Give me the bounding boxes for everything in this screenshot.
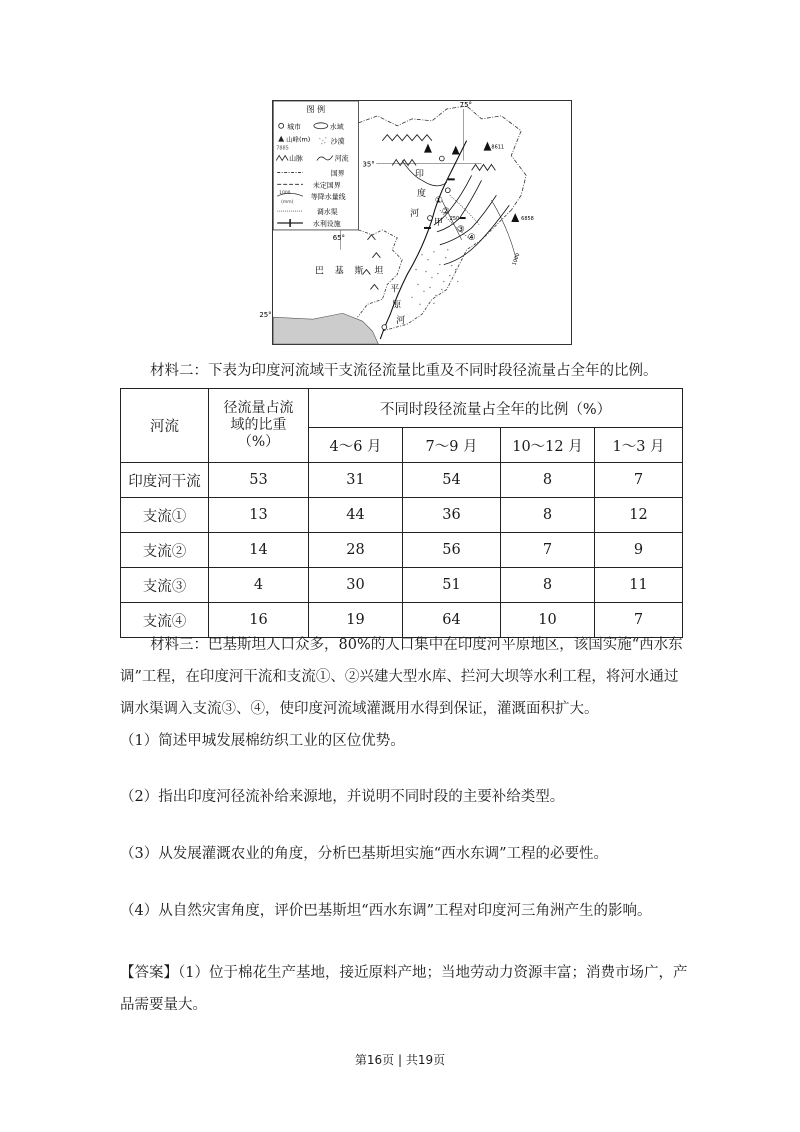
region-char: 度 <box>417 189 426 200</box>
row-cell: 64 <box>403 603 501 638</box>
period-header: 10～12 月 <box>501 428 595 463</box>
map-figure <box>259 100 572 345</box>
legend-peak: 山峰(m) <box>286 135 311 144</box>
row-cell: 28 <box>309 533 403 568</box>
row-ratio: 13 <box>209 498 309 533</box>
row-cell: 7 <box>501 533 595 568</box>
row-cell: 11 <box>595 568 683 603</box>
legend-isohyet-sample: 1000 <box>279 191 291 197</box>
period-header: 4～6 月 <box>309 428 403 463</box>
legend-peak-height: 7885 <box>276 145 289 152</box>
region-char: 基 <box>334 266 344 277</box>
tributary-marker: ③ <box>456 224 465 235</box>
table-row <box>121 498 683 533</box>
table-row <box>121 568 683 603</box>
period-header: 1～3 月 <box>595 428 683 463</box>
legend-border: 国界 <box>330 169 345 178</box>
row-ratio: 4 <box>209 568 309 603</box>
region-char: 河 <box>410 209 420 220</box>
row-name: 支流① <box>121 498 209 533</box>
row-cell: 36 <box>403 498 501 533</box>
legend-desert: 沙漠 <box>330 137 345 146</box>
header-period: 不同时段径流量占全年的比例（%） <box>309 389 683 428</box>
legend-title: 图 例 <box>306 104 326 114</box>
answer-block <box>120 957 690 1021</box>
region-char: 甲 <box>433 217 443 228</box>
row-cell: 31 <box>309 463 403 498</box>
legend-canal: 调水渠 <box>316 208 338 217</box>
row-cell: 7 <box>595 463 683 498</box>
desert-area <box>411 249 462 305</box>
legend-isohyet-unit: (mm) <box>281 200 294 206</box>
isohyet-label: 1000 <box>511 252 522 267</box>
row-cell: 9 <box>595 533 683 568</box>
legend-isohyet: 等降水量线 <box>310 193 346 202</box>
peak-height-label: 6858 <box>521 216 534 223</box>
row-ratio: 14 <box>209 533 309 568</box>
question-2: （2）指出印度河径流补给来源地，并说明不同时段的主要补给类型。 <box>120 789 565 805</box>
question-3: （3）从发展灌溉农业的角度，分析巴基斯坦实施“西水东调”工程的必要性。 <box>120 846 609 862</box>
row-ratio: 16 <box>209 603 309 638</box>
region-char: 原 <box>392 300 402 311</box>
region-char: 印 <box>415 169 424 180</box>
row-cell: 30 <box>309 568 403 603</box>
row-cell: 56 <box>403 533 501 568</box>
row-ratio: 53 <box>209 463 309 498</box>
tributary-marker: ④ <box>467 232 476 243</box>
answer-text: （1）位于棉花生产基地，接近原料产地；当地劳动力资源丰富；消费市场广，产品需要量大。 <box>120 965 688 1013</box>
lat-35-label: 35° <box>362 160 375 169</box>
legend-water-facility: 水利设施 <box>312 219 341 228</box>
header-ratio: 径流量占流 域的比重 （%） <box>209 389 309 463</box>
peak-height-label: 8611 <box>491 144 505 151</box>
tributary-marker: ① <box>434 196 443 207</box>
period-header: 7～9 月 <box>403 428 501 463</box>
region-char: 巴 <box>314 266 324 277</box>
row-cell: 12 <box>595 498 683 533</box>
header-river: 河流 <box>121 389 209 463</box>
answer-label: 【答案】 <box>120 965 178 981</box>
material2-caption: 材料二：下表为印度河流域干支流径流量比重及不同时段径流量占全年的比例。 <box>150 363 658 379</box>
table-row <box>121 463 683 498</box>
row-cell: 8 <box>501 568 595 603</box>
question-1: （1）简述甲城发展棉纺织工业的区位优势。 <box>120 733 405 749</box>
legend-mountain: 山脉 <box>289 154 303 163</box>
region-char: 河 <box>396 316 406 327</box>
region-char: 斯 <box>354 266 364 277</box>
legend-undefined-border: 未定国界 <box>312 181 341 190</box>
region-char: 平 <box>390 284 400 295</box>
isohyet-label: 250 <box>449 216 460 223</box>
row-cell: 8 <box>501 498 595 533</box>
material3-text: 材料三：巴基斯坦人口众多，80%的人口集中在印度河平原地区，该国实施“西水东调”工程，在印度河干流和支流①、②兴建大型水库、拦河大坝等水利工程，将河水通过调水渠调入支流③、④，使印度河流域灌溉用水得到保证，灌溉面积扩大。 <box>120 637 683 717</box>
page-footer: 第16页 | 共19页 <box>354 1053 446 1067</box>
legend-city: 城市 <box>287 122 301 131</box>
row-cell: 7 <box>595 603 683 638</box>
lon-75-label: 75° <box>459 100 472 109</box>
row-name: 支流④ <box>121 603 209 638</box>
legend-river: 河流 <box>334 154 349 163</box>
lat-25-label: 25° <box>259 311 272 320</box>
row-cell: 10 <box>501 603 595 638</box>
row-name: 支流② <box>121 533 209 568</box>
row-cell: 8 <box>501 463 595 498</box>
tributary-marker: ② <box>441 207 450 218</box>
row-cell: 44 <box>309 498 403 533</box>
legend-water: 水域 <box>329 122 344 131</box>
question-4: （4）从自然灾害角度，评价巴基斯坦“西水东调”工程对印度河三角洲产生的影响。 <box>120 903 652 919</box>
region-char: 坦 <box>374 266 384 277</box>
row-cell: 51 <box>403 568 501 603</box>
row-cell: 54 <box>403 463 501 498</box>
row-name: 支流③ <box>121 568 209 603</box>
lon-65-label: 65° <box>332 233 346 242</box>
table-row <box>121 533 683 568</box>
row-cell: 19 <box>309 603 403 638</box>
runoff-table <box>120 388 683 638</box>
row-name: 印度河干流 <box>121 463 209 498</box>
